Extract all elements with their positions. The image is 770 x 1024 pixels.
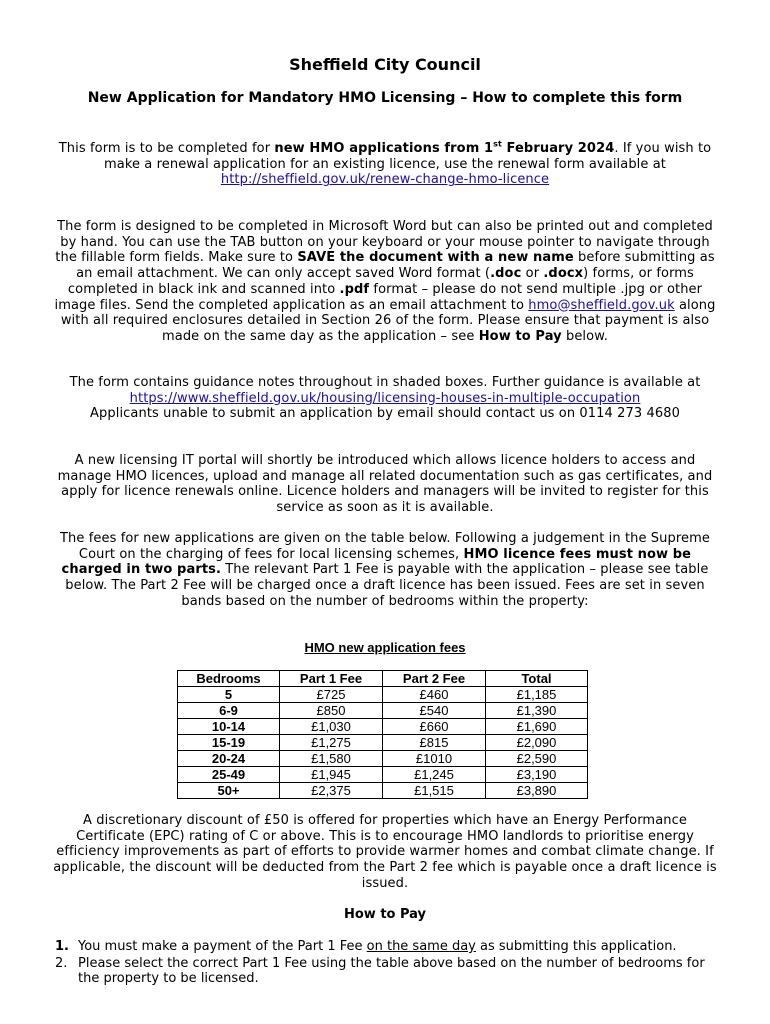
- table-row: [178, 687, 588, 703]
- email-link[interactable]: hmo@sheffield.gov.uk: [528, 297, 675, 313]
- fees-table-caption: HMO new application fees: [304, 640, 466, 655]
- step-number: 1.: [55, 939, 69, 954]
- cell-total: £3,190: [486, 767, 588, 783]
- portal-paragraph: A new licensing IT portal will shortly be introduced which allows licence holders to access and manage HMO licences, upload and manage all related documentation such as gas certificates, and apply for licence renewals online. Licence holders and managers will be invited to register for this service as soon as it is available.: [57, 453, 713, 516]
- how-to-pay-heading: How to Pay: [343, 907, 427, 922]
- discount-paragraph: A discretionary discount of £50 is offered for properties which have an Energy Performance Certificate (EPC) rating of C or above. This is to encourage HMO landlords to prioritise energy efficiency improvements as part of efforts to provide warmer homes and combat climate change. If applicable, the discount will be deducted from the Part 2 fee which is payable once a draft licence is issued.: [53, 813, 717, 891]
- cell-part2: £1010: [383, 751, 486, 767]
- two-part-notice: HMO licence fees must now be charged in two parts.: [61, 546, 692, 578]
- header-part2-fee: Part 2 Fee: [383, 671, 486, 687]
- page-subtitle: New Application for Mandatory HMO Licensing – How to complete this form: [87, 90, 683, 106]
- cell-part1: £1,030: [280, 719, 383, 735]
- header-total: Total: [486, 671, 588, 687]
- guidance-link[interactable]: https://www.sheffield.gov.uk/housing/licensing-houses-in-multiple-occupation: [129, 390, 641, 406]
- list-item: 2. Please select the correct Part 1 Fee using the table above based on the number of bedrooms for the property to be licensed.: [55, 955, 705, 987]
- cell-total: £2,590: [486, 751, 588, 767]
- intro-text-2: . If you wish to make a renewal application for an existing licence, use the renewal form available at: [103, 141, 712, 172]
- header-bedrooms: Bedrooms: [178, 671, 280, 687]
- cell-part2: £1,515: [383, 783, 486, 799]
- cell-part1: £2,375: [280, 783, 383, 799]
- cell-bedrooms: 20-24: [178, 751, 280, 767]
- cell-total: £1,185: [486, 687, 588, 703]
- table-row: [178, 783, 588, 799]
- table-row: [178, 719, 588, 735]
- fees-intro-paragraph: The fees for new applications are given on the table below. Following a judgement in the Supreme Court on the charging of fees for local licensing schemes, HMO licence fees must now be charged in two parts. The relevant Part 1 Fee is payable with the application – please see table below. The Part 2 Fee will be charged once a draft licence has been issued. Fees are set in seven bands based on the number of bedrooms within the property:: [60, 531, 710, 609]
- completion-paragraph: The form is designed to be completed in Microsoft Word but can also be printed out and completed by hand. You can use the TAB button on your keyboard or your mouse pointer to navigate through the fillable form fields. Make sure to SAVE the document with a new name before submitting as an email attachment. We can only accept saved Word format (.doc or .docx) forms, or forms completed in black ink and scanned into .pdf format – please do not send multiple .jpg or other image files. Send the completed application as an email attachment to hmo@sheffield.gov.uk along with all required enclosures detailed in Section 26 of the form. Please ensure that payment is also made on the same day as the application – see How to Pay below.: [54, 219, 716, 344]
- header-part1-fee: Part 1 Fee: [280, 671, 383, 687]
- save-instruction: SAVE the document with a new name: [297, 250, 574, 266]
- cell-bedrooms: 10-14: [178, 719, 280, 735]
- cell-total: £1,690: [486, 719, 588, 735]
- cell-part2: £540: [383, 703, 486, 719]
- cell-total: £2,090: [486, 735, 588, 751]
- cell-bedrooms: 15-19: [178, 735, 280, 751]
- cell-part1: £1,945: [280, 767, 383, 783]
- payment-steps-list: [55, 939, 715, 988]
- cell-total: £3,890: [486, 783, 588, 799]
- cell-part2: £1,245: [383, 767, 486, 783]
- cell-total: £1,390: [486, 703, 588, 719]
- intro-bold-date: new HMO applications from 1st February 2024: [274, 139, 615, 156]
- step-number: 2.: [55, 955, 68, 971]
- cell-bedrooms: 5: [178, 687, 280, 703]
- renewal-link[interactable]: http://sheffield.gov.uk/renew-change-hmo-licence: [220, 172, 550, 188]
- table-row: [178, 735, 588, 751]
- cell-part1: £850: [280, 703, 383, 719]
- cell-part2: £460: [383, 687, 486, 703]
- table-row: [178, 703, 588, 719]
- intro-paragraph: [52, 141, 718, 188]
- cell-bedrooms: 6-9: [178, 703, 280, 719]
- cell-part2: £815: [383, 735, 486, 751]
- cell-part1: £725: [280, 687, 383, 703]
- table-row: [178, 767, 588, 783]
- guidance-paragraph: The form contains guidance notes throughout in shaded boxes. Further guidance is available at https://www.sheffield.gov.uk/housing/licensing-houses-in-multiple-occupation Applicants unable to submit an application by email should contact us on 0114 273 4680: [69, 375, 701, 422]
- cell-part2: £660: [383, 719, 486, 735]
- cell-bedrooms: 50+: [178, 783, 280, 799]
- table-header-row: [178, 671, 588, 687]
- table-row: [178, 751, 588, 767]
- page-title: Sheffield City Council: [289, 55, 481, 74]
- list-item: 1. You must make a payment of the Part 1 Fee on the same day as submitting this application.: [55, 939, 677, 954]
- contact-text: Applicants unable to submit an application by email should contact us on 0114 273 4680: [90, 406, 680, 422]
- fees-table: [177, 670, 588, 799]
- cell-part1: £1,580: [280, 751, 383, 767]
- cell-part1: £1,275: [280, 735, 383, 751]
- cell-bedrooms: 25-49: [178, 767, 280, 783]
- same-day-emphasis: on the same day: [366, 939, 476, 954]
- intro-text: This form is to be completed for: [58, 141, 275, 156]
